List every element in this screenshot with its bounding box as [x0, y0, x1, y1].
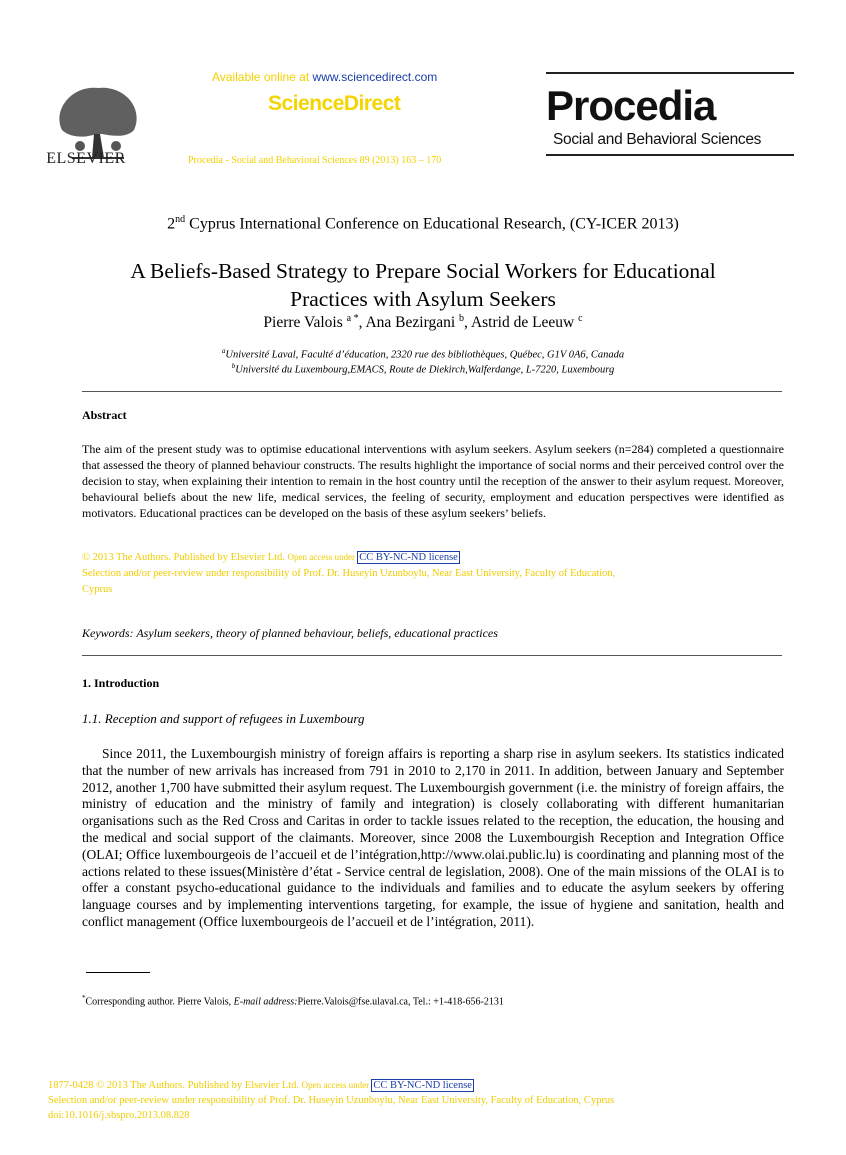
- journal-citation: Procedia - Social and Behavioral Sciences 89 (2013) 163 – 170: [188, 155, 442, 166]
- sciencedirect-link[interactable]: www.sciencedirect.com: [312, 70, 438, 84]
- doi[interactable]: doi:10.1016/j.sbspro.2013.08.828: [48, 1110, 190, 1121]
- procedia-subtitle: Social and Behavioral Sciences: [553, 131, 762, 148]
- email-link[interactable]: Pierre.Valois@fse.ulaval.ca: [297, 996, 408, 1008]
- procedia-top-rule: [546, 72, 794, 74]
- paper-title: A Beliefs-Based Strategy to Prepare Social Workers for Educational Practices with Asylum Seekers: [130, 259, 716, 311]
- sciencedirect-logo: ScienceDirect: [268, 92, 401, 115]
- author-list: Pierre Valois $^{a *}$, Ana Bezirgani $^b$, Astrid de Leeuw $^c$: [263, 313, 583, 332]
- conference-name: 2nd Cyprus International Conference on Educational Research, (CY-ICER 2013): [167, 214, 679, 233]
- body-paragraph: Since 2011, the Luxembourgish ministry of foreign affairs is reporting a sharp rise in asylum seekers. Its statistics indicated that the number of new arrivals has increased from 791 in 2010 to 2,170 in 2011. In addition, between January and September 2012, another 1,700 have submitted their asylum request. The Luxembourgish government (i.e. the ministry of foreign affairs, the ministry of education and the ministry of family and integration) is closely collaborating with different humanitarian organisations such as the Red Cross and Caritas in order to tackle issues related to the reception, the education, the housing and the medical and social support of the claimants. Moreover, since 2008 the Luxembourgish Reception and Integration Office (OLAI; Office luxembourgeois de l’accueil et de l’intégration,http://www.olai.public.lu) is coordinating and planning most of the actions related to these issues(Ministère d’état - Service central de legislation, 2008). One of the main missions of the OLAI is to offer a constant psycho-educational guidance to the individuals and families and to educate the asylum seekers by offering language courses and by implementing interventions targeting, for example, the issue of hygiene and sanitation, health and conflict management (Office luxembourgeois de l’accueil et de l’intégration, 2011).: [82, 746, 784, 929]
- procedia-title: Procedia: [546, 82, 716, 129]
- affiliation-b: $^b$Université du Luxembourg,EMACS, Route de Diekirch,Walferdange, L-7220, Luxembourg: [231, 362, 615, 376]
- subsection-heading: 1.1. Reception and support of refugees in Luxembourg: [82, 711, 365, 726]
- available-online: Available online at www.sciencedirect.com: [212, 70, 438, 84]
- keywords: Keywords: Asylum seekers, theory of planned behaviour, beliefs, educational practices: [82, 626, 498, 640]
- divider: [82, 391, 782, 392]
- section-heading: 1. Introduction: [82, 676, 160, 690]
- bottom-copyright: 1877-0428 © 2013 The Authors. Published by Elsevier Ltd. Open access under CC BY-NC-ND license Selection and/or peer-review under responsibility of Prof. Dr. Huseyin Uzunboylu, Near East University, Faculty of Education, Cyprus doi:10.1016/j.sbspro.2013.08.828: [48, 1078, 808, 1123]
- copyright-notice: © 2013 The Authors. Published by Elsevier Ltd. Open access under CC BY-NC-ND license Selection and/or peer-review under responsibility of Prof. Dr. Huseyin Uzunboylu, Near East University, Faculty of Education, Cyprus: [82, 552, 616, 595]
- corresponding-author-footnote: *Corresponding author. Pierre Valois, E-mail address:Pierre.Valois@fse.ulaval.ca, Tel.: +1-418-656-2131: [82, 994, 504, 1008]
- abstract-text: The aim of the present study was to optimise educational interventions with asylum seekers. Asylum seekers (n=284) completed a questionnaire that assessed the theory of planned behaviour constructs. The results highlight the importance of social norms and their perceived control over the decision to stay, when explaining their intention to remain in the host country until the reception of the answer to their asylum request. Moreover, behavioural beliefs about the new life, medical services, the feeling of security, employment and education perspectives were identified as motivators. Educational practices can be developed on the basis of these asylum seekers’ beliefs.: [82, 442, 784, 520]
- license-link[interactable]: CC BY-NC-ND license: [373, 1080, 472, 1091]
- footnote-rule: [86, 972, 150, 973]
- publisher-name: ELSEVIER: [46, 150, 126, 167]
- license-link[interactable]: CC BY-NC-ND license: [359, 552, 458, 563]
- divider: [82, 655, 782, 656]
- abstract-heading: Abstract: [82, 408, 127, 422]
- affiliation-a: $^a$Université Laval, Faculté d’éducation, 2320 rue des bibliothèques, Québec, G1V 0A6, Canada: [221, 347, 625, 361]
- procedia-bottom-rule: [546, 154, 794, 156]
